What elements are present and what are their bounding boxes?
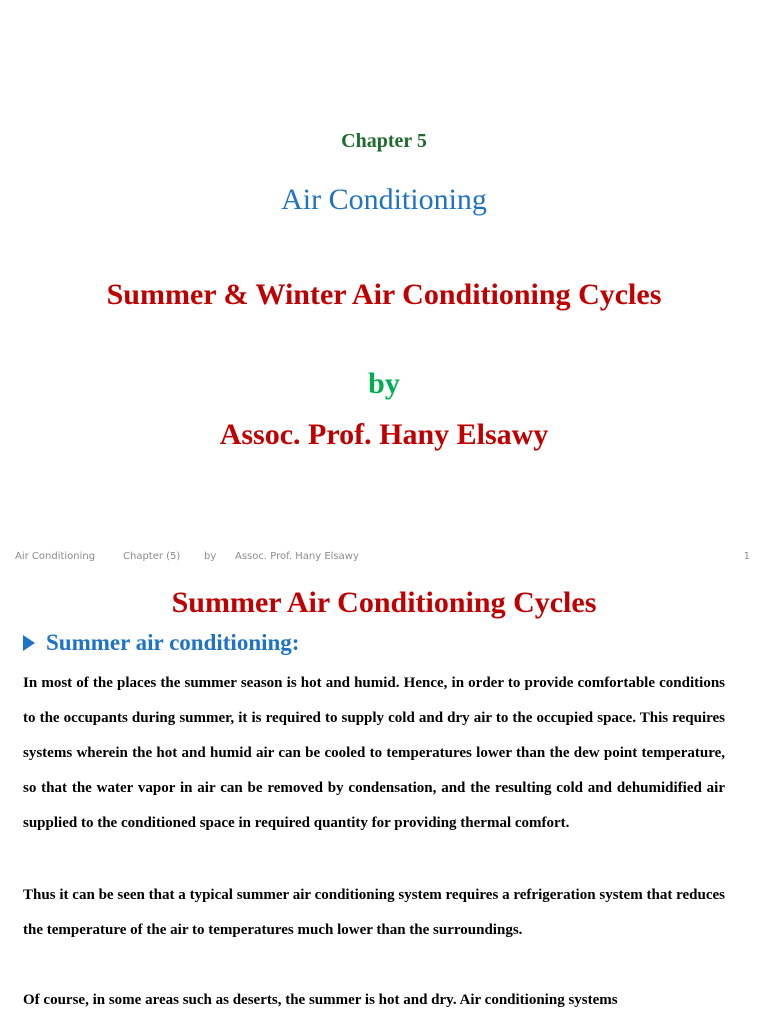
arrow-bullet-icon bbox=[23, 635, 35, 651]
footer-chapter: Chapter (5) bbox=[123, 551, 181, 562]
cycles-title: Summer & Winter Air Conditioning Cycles bbox=[106, 278, 662, 311]
slide-footer bbox=[0, 551, 768, 569]
author-name: Assoc. Prof. Hany Elsawy bbox=[219, 418, 549, 451]
footer-author: Assoc. Prof. Hany Elsawy bbox=[235, 551, 359, 562]
footer-by: by bbox=[204, 551, 217, 562]
chapter-label: Chapter 5 bbox=[341, 130, 427, 152]
body-paragraph: Thus it can be seen that a typical summer air conditioning system requires a refrigeration system that reduces the temperature of the air to temperatures much lower than the surroundings. bbox=[23, 887, 725, 938]
footer-page-number: 1 bbox=[743, 551, 750, 562]
section-heading-text: Summer air conditioning: bbox=[46, 630, 300, 655]
footer-subject: Air Conditioning bbox=[15, 551, 96, 562]
subject-title: Air Conditioning bbox=[281, 183, 487, 216]
body-paragraph: In most of the places the summer season is hot and humid. Hence, in order to provide comfortable conditions to the occupants during summer, it is required to supply cold and dry air to the occupied space. This requires systems wherein the hot and humid air can be cooled to temperatures lower than the dew point temperature, so that the water vapor in air can be removed by condensation, and the resulting cold and dehumidified air supplied to the conditioned space in required quantity for providing thermal comfort. bbox=[23, 675, 725, 831]
by-label: by bbox=[368, 367, 400, 400]
body-paragraph: Of course, in some areas such as deserts, the summer is hot and dry. Air conditioning systems bbox=[23, 992, 618, 1008]
section-heading bbox=[23, 630, 299, 656]
slide-title: Summer Air Conditioning Cycles bbox=[171, 586, 597, 619]
